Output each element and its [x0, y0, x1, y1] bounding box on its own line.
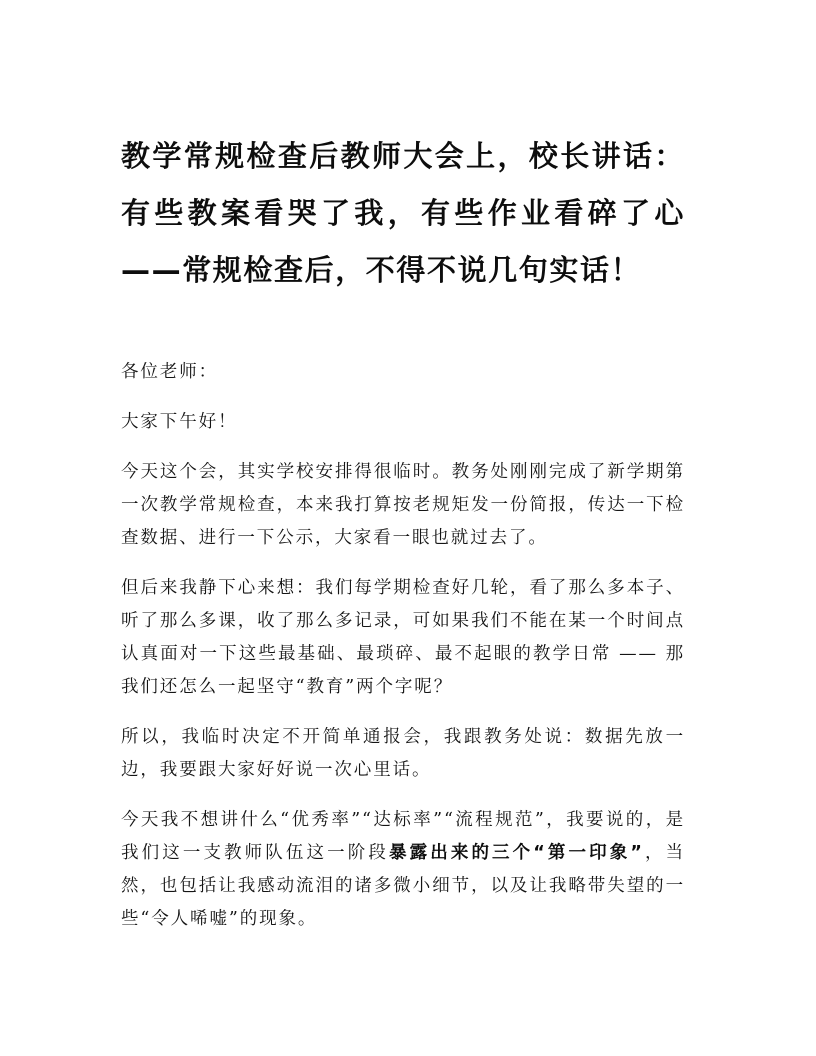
bold-highlight: 暴露出来的三个“第一印象” [388, 843, 644, 863]
paragraph-text-after: ，当然，也包括让我感动流泪的诸多微小细节，以及让我略带失望的一些“令人唏嘘”的现象。 [121, 843, 685, 929]
paragraph-reflection: 但后来我静下心来想：我们每学期检查好几轮，看了那么多本子、听了那么多课，收了那么多记录，可如果我们不能在某一个时间点认真面对一下这些最基础、最琐碎、最不起眼的教学日常 —— 那我们还怎么一起坚守“教育”两个字呢？ [121, 578, 685, 697]
greeting: 大家下午好！ [121, 412, 238, 432]
document-title: 教学常规检查后教师大会上，校长讲话：有些教案看哭了我，有些作业看碎了心——常规检查后，不得不说几句实话！ [121, 139, 685, 287]
paragraph-meeting-context: 今天这个会，其实学校安排得很临时。教务处刚刚完成了新学期第一次教学常规检查，本来我打算按老规矩发一份简报，传达一下检查数据、进行一下公示，大家看一眼也就过去了。 [121, 462, 685, 548]
document-body [121, 356, 685, 953]
paragraph-first-impressions [121, 804, 685, 936]
paragraph-decision: 所以，我临时决定不开简单通报会，我跟教务处说：数据先放一边，我要跟大家好好说一次心里话。 [121, 727, 685, 780]
paragraph-text-before: 今天我不想讲什么“优秀率”“达标率”“流程规范”，我要说的，是我们这一支教师队伍这一阶段 [121, 810, 685, 863]
salutation: 各位老师： [121, 362, 218, 382]
